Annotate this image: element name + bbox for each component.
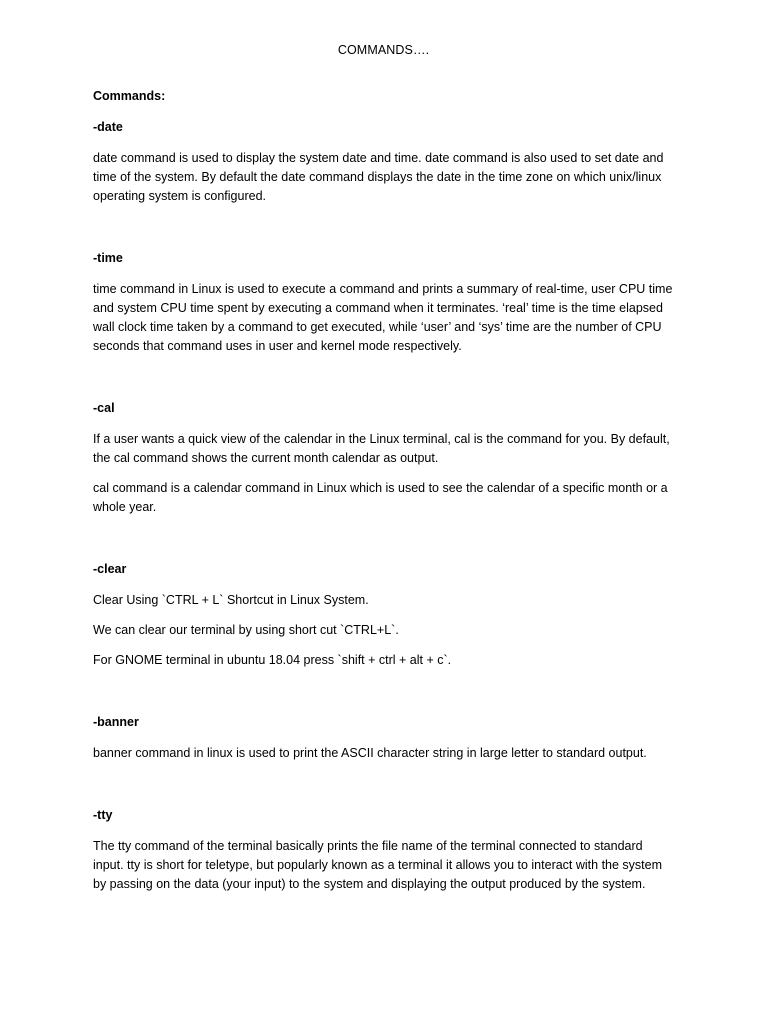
section-paragraph: banner command in linux is used to print the ASCII character string in large letter to standard output. bbox=[93, 746, 647, 760]
section-paragraph: We can clear our terminal by using short cut `CTRL+L`. bbox=[93, 623, 399, 637]
section-time bbox=[93, 250, 674, 356]
section-heading: -time bbox=[93, 251, 123, 265]
section-heading: -clear bbox=[93, 562, 127, 576]
section-paragraph: date command is used to display the system date and time. date command is also used to set date and time of the system. By default the date command displays the date in the time zone on which unix/linux operating system is configured. bbox=[93, 151, 664, 203]
section-clear bbox=[93, 561, 674, 670]
section-banner bbox=[93, 714, 674, 763]
section-paragraph: time command in Linux is used to execute a command and prints a summary of real-time, user CPU time and system CPU time spent by executing a command when it terminates. ‘real’ time is the time elapsed wall clock time taken by a command to get executed, while ‘user’ and ‘sys’ time are the number of CPU seconds that command uses in user and kernel mode respectively. bbox=[93, 282, 673, 353]
document-title: COMMANDS…. bbox=[337, 43, 430, 57]
section-heading: -tty bbox=[93, 808, 113, 822]
intro-heading: Commands: bbox=[93, 89, 166, 103]
section-heading: -cal bbox=[93, 401, 115, 415]
section-paragraph: Clear Using `CTRL + L` Shortcut in Linux System. bbox=[93, 593, 369, 607]
section-date bbox=[93, 119, 674, 206]
section-paragraph: If a user wants a quick view of the calendar in the Linux terminal, cal is the command for you. By default, the cal command shows the current month calendar as output. bbox=[93, 432, 670, 465]
section-tty bbox=[93, 807, 674, 894]
section-paragraph: The tty command of the terminal basically prints the file name of the terminal connected to standard input. tty is short for teletype, but popularly known as a terminal it allows you to interact with the system by passing on the data (your input) to the system and displaying the output produced by the system. bbox=[93, 839, 663, 891]
section-heading: -date bbox=[93, 120, 123, 134]
section-paragraph: For GNOME terminal in ubuntu 18.04 press `shift + ctrl + alt + c`. bbox=[93, 653, 452, 667]
section-cal bbox=[93, 400, 674, 517]
section-paragraph: cal command is a calendar command in Linux which is used to see the calendar of a specific month or a whole year. bbox=[93, 481, 668, 514]
section-heading: -banner bbox=[93, 715, 139, 729]
